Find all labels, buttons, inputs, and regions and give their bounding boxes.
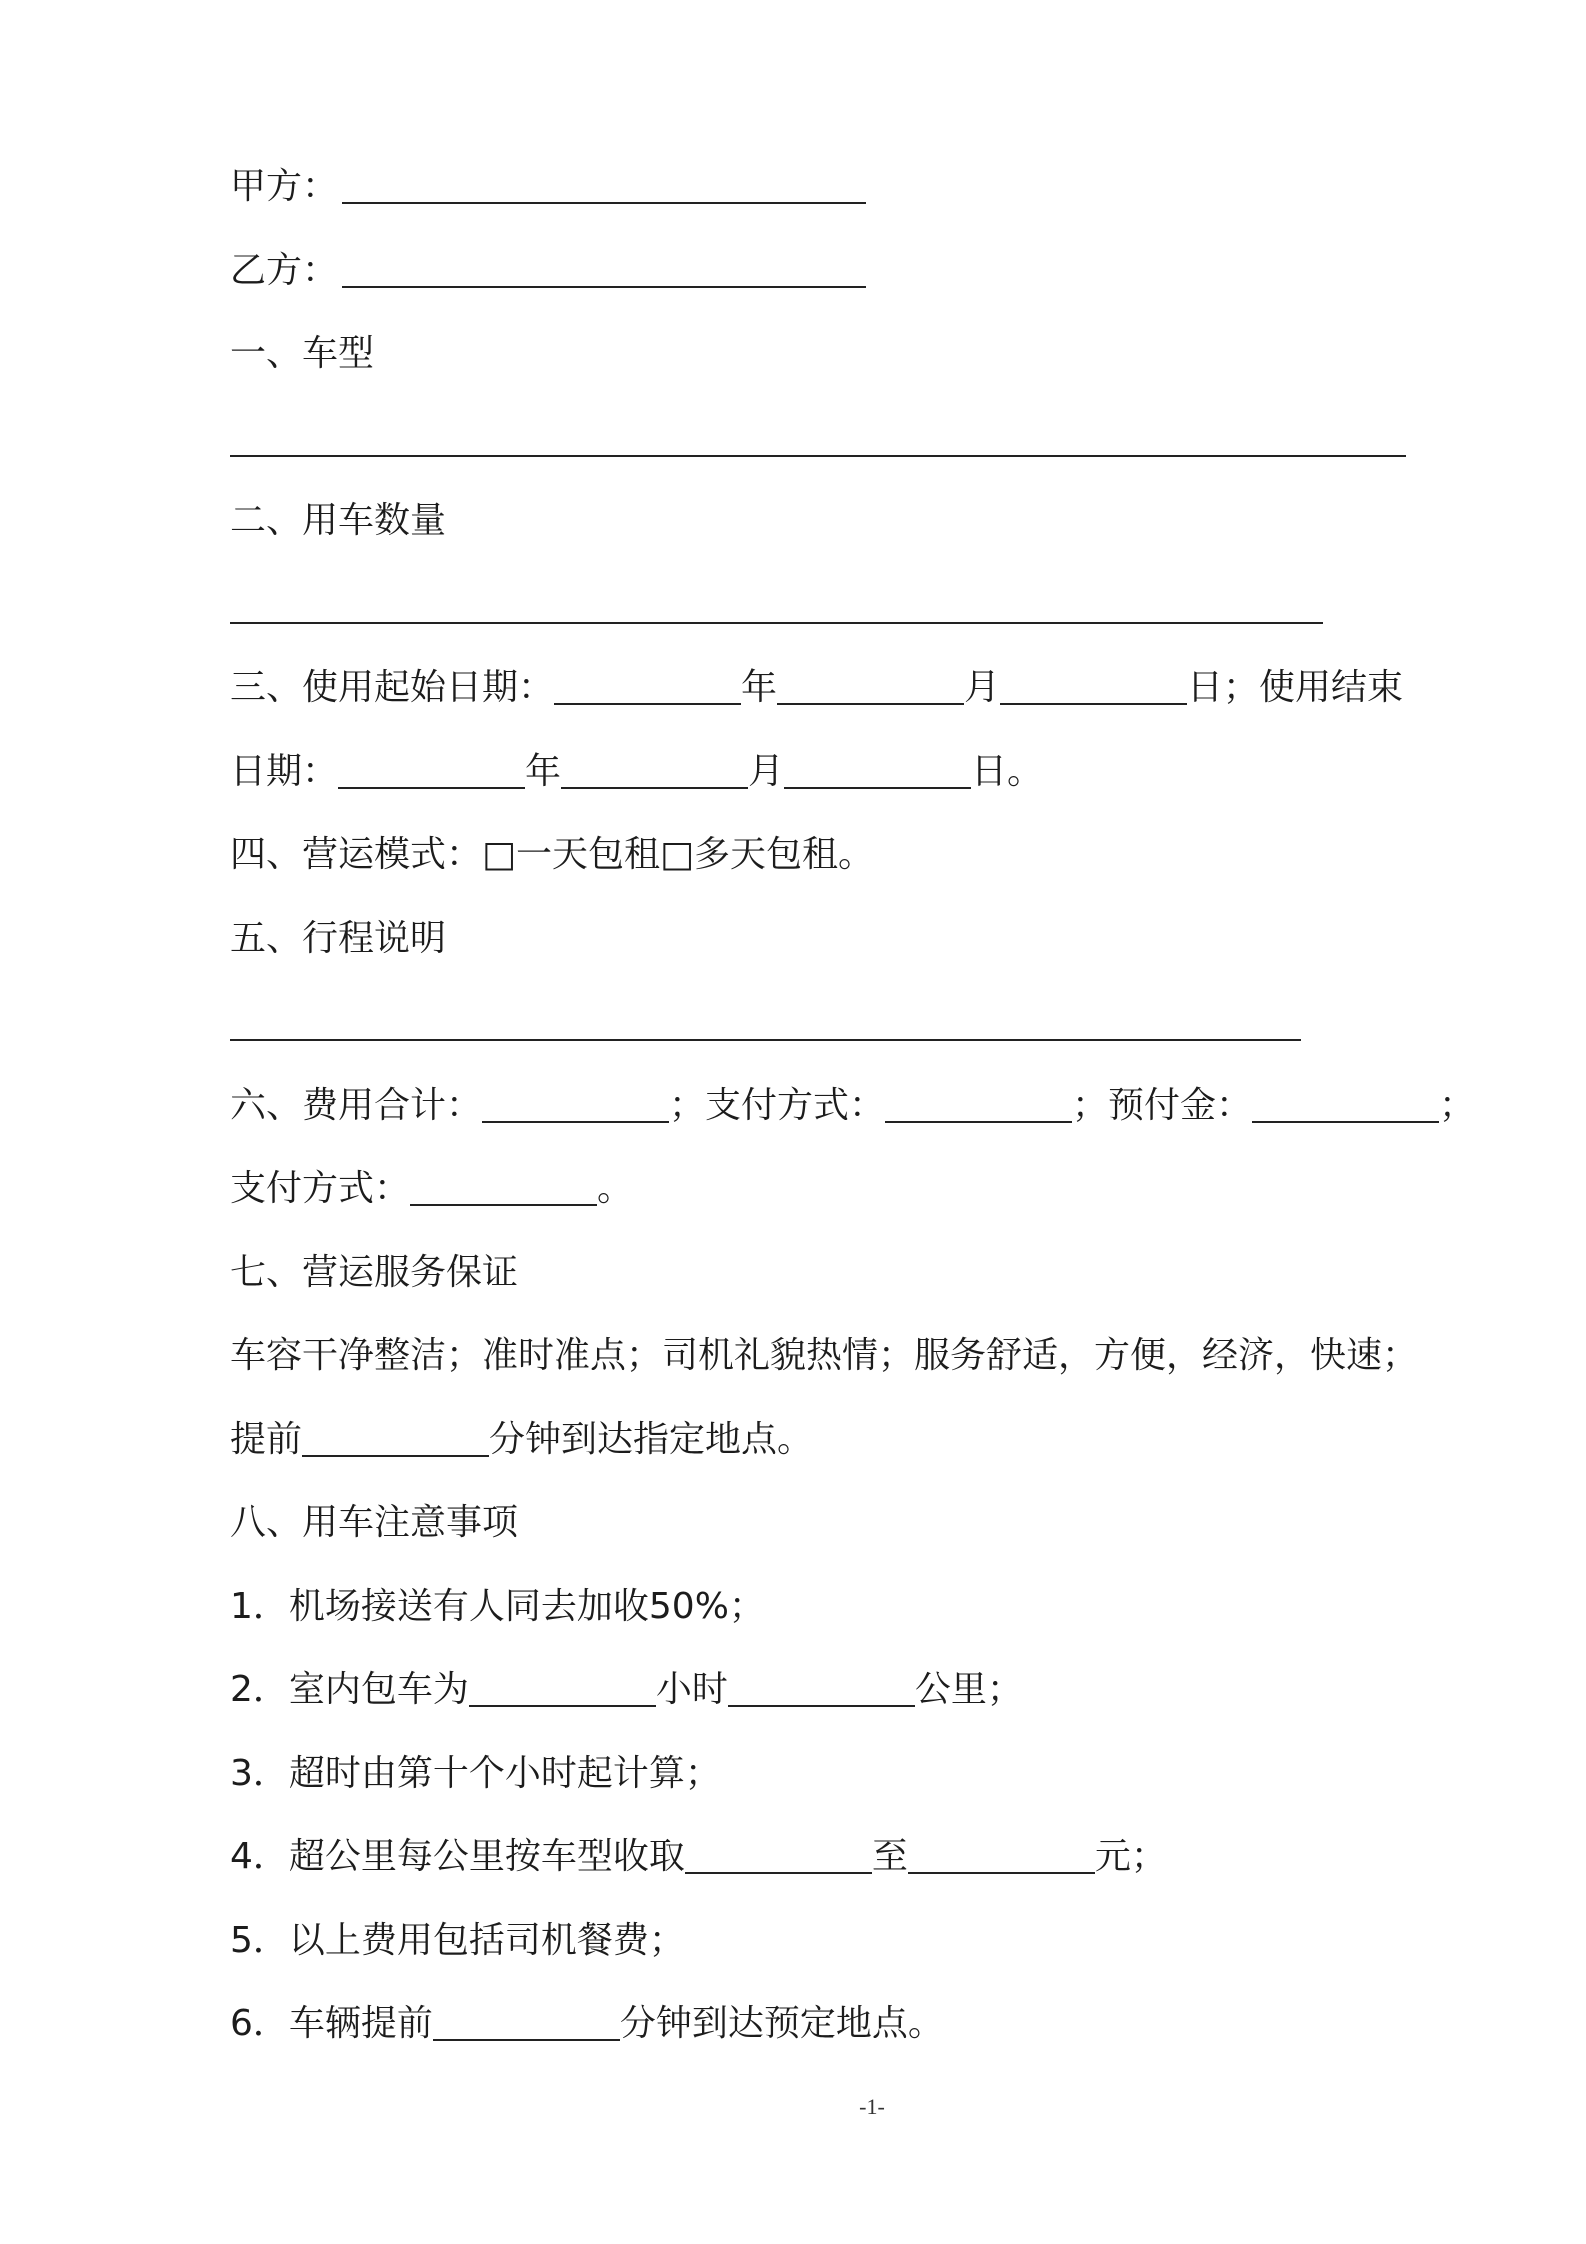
fill-line [230, 1039, 1301, 1041]
operation-mode-text: 四、营运模式：□一天包租□多天包租。 [230, 834, 875, 875]
section-vehicle-count-title [230, 479, 1550, 563]
section-service-title [230, 1231, 1550, 1315]
text-segment: 提前 [230, 1418, 303, 1460]
kilometers-blank [728, 1705, 915, 1707]
payment-method-blank [885, 1121, 1072, 1123]
section-fees-line2 [230, 1147, 1550, 1231]
party-a-field [230, 145, 1550, 229]
rate-max-blank [908, 1872, 1095, 1874]
note-item-2 [230, 1648, 1550, 1732]
page-number: -1- [859, 2094, 885, 2119]
end-year-blank [338, 787, 525, 789]
text-segment: 年 [741, 667, 778, 708]
text-segment: 1．机场接送有人同去加收50%； [230, 1585, 765, 1627]
note-item-3 [230, 1732, 1550, 1816]
section-title: 一、车型 [230, 333, 375, 374]
text-segment: 小时 [655, 1669, 728, 1710]
text-segment: 年 [525, 750, 562, 792]
vehicle-count-line [230, 563, 1550, 647]
text-segment: 6．车辆提前 [230, 2003, 433, 2044]
text-segment: 分钟到达预定地点。 [619, 2003, 944, 2044]
service-line1 [230, 1314, 1550, 1398]
section-notes-title [230, 1481, 1550, 1565]
text-segment: 3．超时由第十个小时起计算； [230, 1752, 721, 1794]
start-year-blank [554, 703, 741, 705]
service-text: 车容干净整洁；准时准点；司机礼貌热情；服务舒适，方便，经济，快速； [230, 1335, 1419, 1376]
total-fee-blank [482, 1121, 669, 1123]
text-segment: 六、费用合计： [230, 1084, 483, 1126]
service-line2 [230, 1398, 1550, 1482]
section-title: 五、行程说明 [230, 917, 447, 959]
text-segment: 日；使用结束 [1187, 667, 1404, 708]
party-b-blank [342, 286, 866, 288]
vehicle-type-line [230, 396, 1550, 480]
text-segment: 分钟到达指定地点。 [489, 1418, 814, 1460]
text-segment: 5．以上费用包括司机餐费； [230, 1919, 685, 1961]
party-b-field [230, 229, 1550, 313]
arrival-minutes-blank [433, 2039, 620, 2041]
section-operation-mode [230, 813, 1550, 897]
section-title: 七、营运服务保证 [230, 1251, 519, 1293]
end-day-blank [784, 787, 971, 789]
document-page [230, 145, 1550, 2066]
note-item-1 [230, 1565, 1550, 1649]
text-segment: 4．超公里每公里按车型收取 [230, 1836, 685, 1877]
payment-method-2-blank [410, 1204, 597, 1206]
section-dates-line2 [230, 730, 1550, 814]
text-segment: 月 [748, 750, 785, 792]
party-b-label: 乙方： [230, 249, 339, 291]
text-segment: 月 [964, 667, 1001, 708]
text-segment: 2．室内包车为 [230, 1669, 469, 1710]
text-segment: 元； [1094, 1836, 1167, 1877]
end-month-blank [561, 787, 748, 789]
party-a-blank [342, 202, 866, 204]
note-item-4 [230, 1815, 1550, 1899]
party-a-label: 甲方： [230, 166, 339, 207]
hours-blank [469, 1705, 656, 1707]
rate-min-blank [685, 1872, 872, 1874]
text-segment: 公里； [914, 1669, 1023, 1710]
fill-line [230, 622, 1323, 624]
section-vehicle-type-title [230, 312, 1550, 396]
section-itinerary-title [230, 897, 1550, 981]
start-day-blank [1000, 703, 1187, 705]
deposit-blank [1252, 1121, 1439, 1123]
section-fees-line1 [230, 1064, 1550, 1148]
text-segment: 日。 [971, 750, 1044, 792]
text-segment: 支付方式： [230, 1168, 411, 1209]
section-dates-line1 [230, 646, 1550, 730]
itinerary-line [230, 980, 1550, 1064]
minutes-early-blank [302, 1455, 489, 1457]
note-item-6 [230, 1982, 1550, 2066]
text-segment: 三、使用起始日期： [230, 667, 555, 708]
text-segment: 。 [597, 1168, 634, 1209]
text-segment: ； [1439, 1084, 1476, 1126]
section-title: 八、用车注意事项 [230, 1502, 519, 1543]
text-segment: ；支付方式： [669, 1084, 886, 1126]
fill-line [230, 455, 1406, 457]
note-item-5 [230, 1899, 1550, 1983]
text-segment: 日期： [230, 750, 339, 792]
start-month-blank [777, 703, 964, 705]
text-segment: 至 [871, 1836, 908, 1877]
section-title: 二、用车数量 [230, 500, 447, 541]
text-segment: ；预付金： [1072, 1084, 1253, 1126]
